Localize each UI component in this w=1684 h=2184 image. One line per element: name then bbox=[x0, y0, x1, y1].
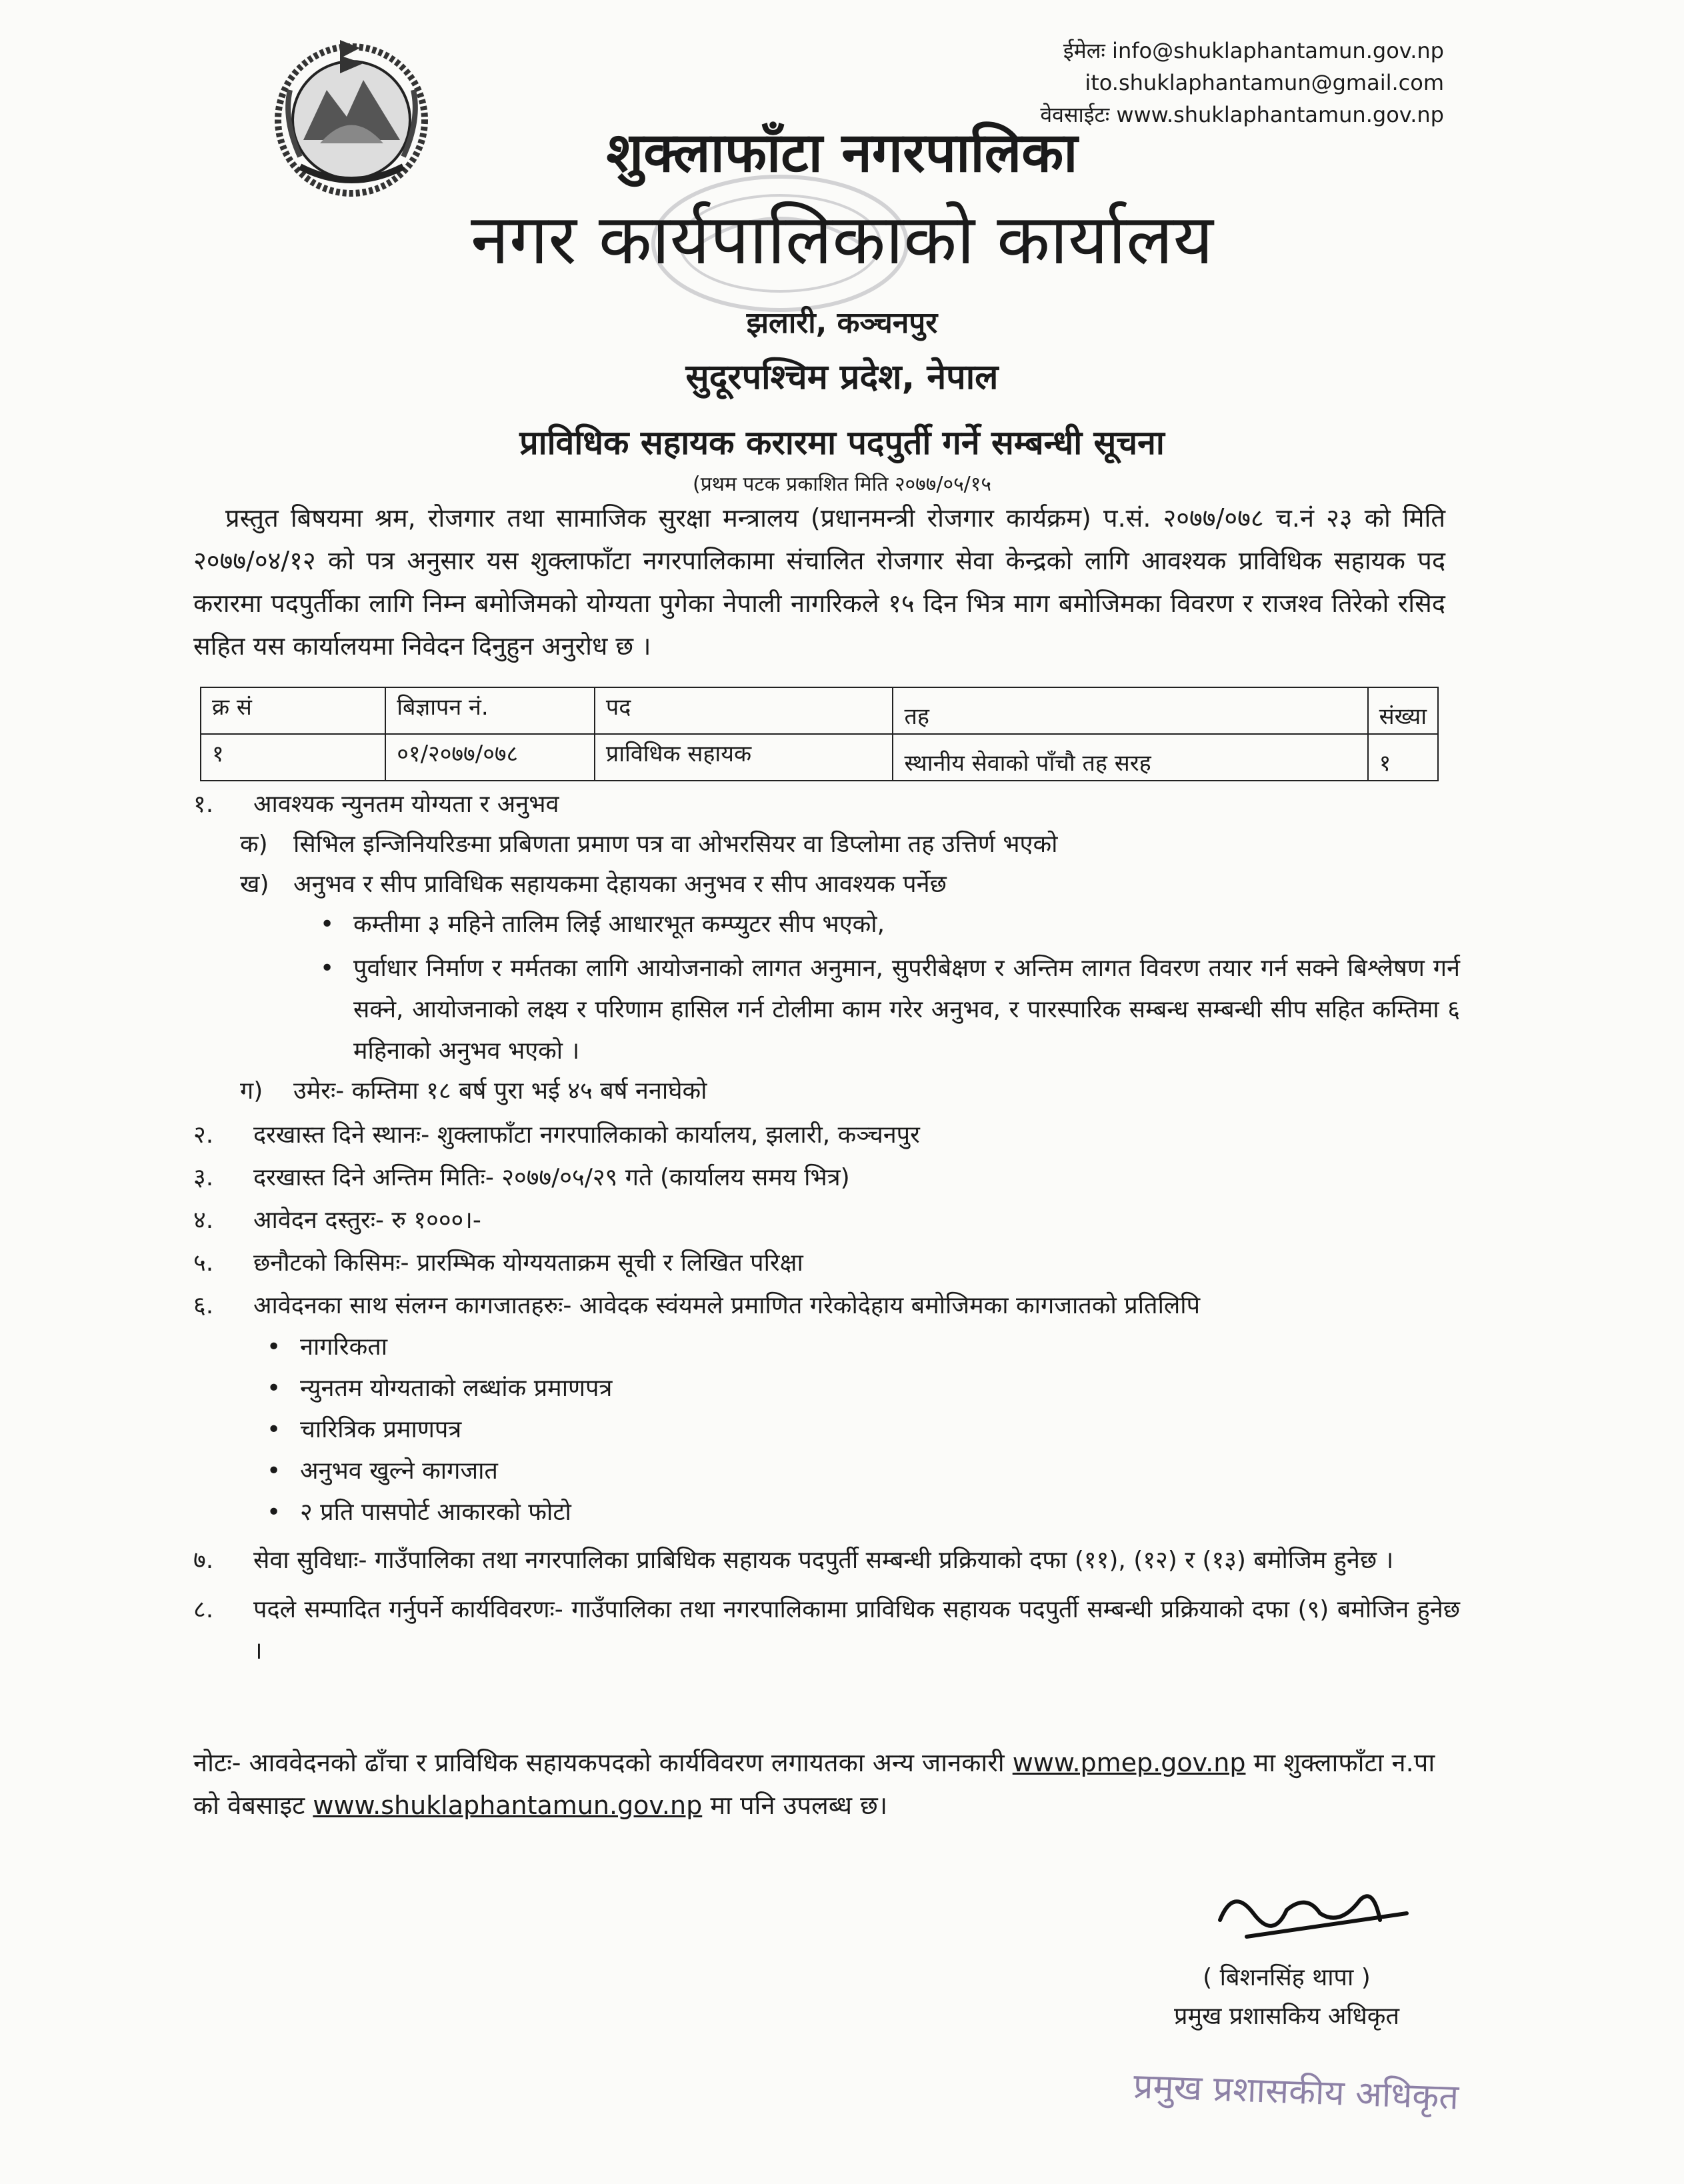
note-text: मा पनि उपलब्ध छ। bbox=[710, 1791, 888, 1820]
website-link[interactable]: www.shuklaphantamun.gov.np bbox=[313, 1791, 703, 1820]
table-cell: १ bbox=[1368, 734, 1438, 781]
list-item bbox=[193, 1244, 1460, 1283]
item-text: दरखास्त दिने स्थानः- शुक्लाफाँटा नगरपालिकाको कार्यालय, झलारी, कञ्चनपुर bbox=[253, 1121, 920, 1149]
table-header-row bbox=[201, 687, 1438, 734]
signatory-title: प्रमुख प्रशासकिय अधिकृत bbox=[1174, 2003, 1399, 2030]
note-paragraph bbox=[193, 1741, 1460, 1827]
bullet-item bbox=[267, 1369, 1460, 1408]
bullet-item bbox=[267, 1328, 1460, 1367]
item-text: आवश्यक न्युनतम योग्यता र अनुभव bbox=[253, 791, 559, 818]
item-text: दरखास्त दिने अन्तिम मितिः- २०७७/०५/२९ गते (कार्यालय समय भित्र) bbox=[253, 1164, 850, 1191]
list-item bbox=[193, 1540, 1460, 1581]
office-name: नगर कार्यपालिकाको कार्यालय bbox=[470, 199, 1214, 280]
sub-item-letter: ख) bbox=[240, 871, 269, 898]
sub-item-letter: ग) bbox=[240, 1077, 263, 1105]
sub-item-text: अनुभव र सीप प्राविधिक सहायकमा देहायका अनुभव र सीप आवश्यक पर्नेछ bbox=[293, 871, 947, 898]
list-item bbox=[193, 1201, 1460, 1240]
sub-item-text: उमेरः- कम्तिमा १८ बर्ष पुरा भई ४५ बर्ष ननाघेको bbox=[293, 1077, 707, 1105]
bullet-icon: • bbox=[267, 1499, 281, 1526]
item-number: ३. bbox=[193, 1164, 214, 1191]
note-text: मा शुक्लाफाँटा न.पा को वेबसाइट bbox=[193, 1748, 1435, 1820]
notice-title: प्राविधिक सहायक करारमा पदपुर्ती गर्ने सम्बन्धी सूचना bbox=[519, 423, 1165, 462]
sub-item-letter: क) bbox=[240, 831, 268, 858]
item-text: सेवा सुविधाः- गाउँपालिका तथा नगरपालिका प्राबिधिक सहायक पदपुर्ती सम्बन्धी प्रक्रियाको दफा (११), (१२) र (१३) बमोजिम हुनेछ । bbox=[253, 1547, 1394, 1574]
bullet-item bbox=[267, 1493, 1460, 1532]
province-name: सुदूरपश्चिम प्रदेश, नेपाल bbox=[685, 357, 999, 397]
item-number: ७. bbox=[193, 1547, 214, 1574]
table-cell: ०१/२०७७/०७८ bbox=[385, 734, 595, 781]
office-address: झलारी, कञ्चनपुर bbox=[746, 306, 938, 340]
item-number: ४. bbox=[193, 1207, 214, 1234]
table-header: पद bbox=[595, 687, 893, 734]
list-item bbox=[193, 1159, 1460, 1197]
bullet-text: चारित्रिक प्रमाणपत्र bbox=[300, 1416, 462, 1443]
bullet-item bbox=[267, 1411, 1460, 1449]
contact-website: वेवसाईटः www.shuklaphantamun.gov.np bbox=[1040, 102, 1444, 127]
sub-item bbox=[240, 825, 1460, 864]
contact-email-alt: ito.shuklaphantamun@gmail.com bbox=[1085, 70, 1444, 95]
bullet-text: पुर्वाधार निर्माण र मर्मतका लागि आयोजनाको लागत अनुमान, सुपरीबेक्षण र अन्तिम लागत विवरण तयार गर्न सक्ने बिश्लेषण गर्न सक्ने, आयोजनाको लक्ष्य र परिणाम हासिल गर्न टोलीमा काम गरेर अनुभव, र पारस्पारिक सम्बन्ध सम्बन्धी सीप सहित कम्तिमा ६ महिनाको अनुभव भएको । bbox=[353, 955, 1460, 1065]
table-header: संख्या bbox=[1368, 687, 1438, 734]
published-date: (प्रथम पटक प्रकाशित मिति २०७७/०५/१५ bbox=[693, 473, 991, 496]
list-item bbox=[193, 1287, 1460, 1325]
bullet-icon: • bbox=[267, 1333, 281, 1361]
table-cell: स्थानीय सेवाको पाँचौ तह सरह bbox=[893, 734, 1367, 781]
contact-email: ईमेलः info@shuklaphantamun.gov.np bbox=[1063, 38, 1444, 63]
bullet-text: नागरिकता bbox=[300, 1333, 388, 1361]
table-row bbox=[201, 734, 1438, 781]
bullet-icon: • bbox=[267, 1457, 281, 1485]
item-number: १. bbox=[193, 791, 214, 818]
bullet-text: न्युनतम योग्यताको लब्धांक प्रमाणपत्र bbox=[300, 1375, 613, 1402]
pmep-link[interactable]: www.pmep.gov.np bbox=[1012, 1748, 1246, 1777]
item-text: छनौटको किसिमः- प्रारम्भिक योग्ययताक्रम सूची र लिखित परिक्षा bbox=[253, 1249, 803, 1277]
table-header: क्र सं bbox=[201, 687, 385, 734]
bullet-icon: • bbox=[320, 911, 335, 938]
signature-icon bbox=[1207, 1873, 1420, 1953]
bullet-text: २ प्रति पासपोर्ट आकारको फोटो bbox=[300, 1499, 571, 1526]
bullet-item bbox=[320, 905, 1460, 944]
list-item bbox=[193, 1116, 1460, 1155]
table-cell: १ bbox=[201, 734, 385, 781]
bullet-text: अनुभव खुल्ने कागजात bbox=[300, 1457, 498, 1485]
bullet-item bbox=[267, 1452, 1460, 1491]
signatory-name: ( बिशनसिंह थापा ) bbox=[1203, 1964, 1371, 1991]
note-text: नोटः- आववेदनको ढाँचा र प्राविधिक सहायकपदको कार्यविवरण लगायतका अन्य जानकारी bbox=[193, 1748, 1005, 1777]
table-header: तह bbox=[893, 687, 1367, 734]
item-number: २. bbox=[193, 1121, 214, 1149]
item-text: आवेदनका साथ संलग्न कागजातहरुः- आवेदक स्वंयमले प्रमाणित गरेकोदेहाय बमोजिमका कागजातको प्रतिलिपि bbox=[253, 1292, 1201, 1319]
item-text: पदले सम्पादित गर्नुपर्ने कार्यविवरणः- गाउँपालिका तथा नगरपालिकामा प्राविधिक सहायक पदपुर्ती सम्बन्धी प्रक्रियाको दफा (९) बमोजिन हुनेछ । bbox=[253, 1596, 1461, 1665]
list-item bbox=[193, 785, 1460, 824]
item-text: आवेदन दस्तुरः- रु १०००।- bbox=[253, 1207, 481, 1234]
title-stamp: प्रमुख प्रशासकीय अधिकृत bbox=[1133, 2066, 1459, 2118]
signatory-block bbox=[1120, 1959, 1453, 2036]
item-number: ८. bbox=[193, 1596, 214, 1623]
bullet-icon: • bbox=[267, 1375, 281, 1402]
bullet-item bbox=[320, 948, 1460, 1072]
list-item bbox=[193, 1589, 1460, 1672]
sub-item bbox=[240, 1072, 1460, 1111]
municipality-name: शुक्लाफाँटा नगरपालिका bbox=[606, 121, 1078, 185]
sub-item-text: सिभिल इन्जिनियरिङमा प्रबिणता प्रमाण पत्र वा ओभरसियर वा डिप्लोमा तह उत्तिर्ण भएको bbox=[293, 831, 1058, 858]
sub-item bbox=[240, 865, 1460, 904]
bullet-text: कम्तीमा ३ महिने तालिम लिई आधारभूत कम्प्युटर सीप भएको, bbox=[353, 911, 885, 938]
requirements-list bbox=[193, 785, 1460, 1672]
item-number: ५. bbox=[193, 1249, 214, 1277]
vacancy-table bbox=[200, 687, 1439, 781]
intro-paragraph: प्रस्तुत बिषयमा श्रम, रोजगार तथा सामाजिक सुरक्षा मन्त्रालय (प्रधानमन्त्री रोजगार कार्यक्रम) प.सं. २०७७/०७८ च.नं २३ को मिति २०७७/०४/१२ को पत्र अनुसार यस शुक्लाफाँटा नगरपालिकामा संचालित रोजगार सेवा केन्द्रको लागि आवश्यक प्राविधिक सहायक पद करारमा पदपुर्तीका लागि निम्न बमोजिमको योग्यता पुगेका नेपाली नागरिकले १५ दिन भित्र माग बमोजिमका विवरण र राजश्व तिरेको रसिद सहित यस कार्यालयमा निवेदन दिनुहुन अनुरोध छ । bbox=[193, 503, 1445, 661]
table-header: बिज्ञापन नं. bbox=[385, 687, 595, 734]
bullet-icon: • bbox=[267, 1416, 281, 1443]
item-number: ६. bbox=[193, 1292, 214, 1319]
table-cell: प्राविधिक सहायक bbox=[595, 734, 893, 781]
bullet-icon: • bbox=[320, 955, 335, 982]
